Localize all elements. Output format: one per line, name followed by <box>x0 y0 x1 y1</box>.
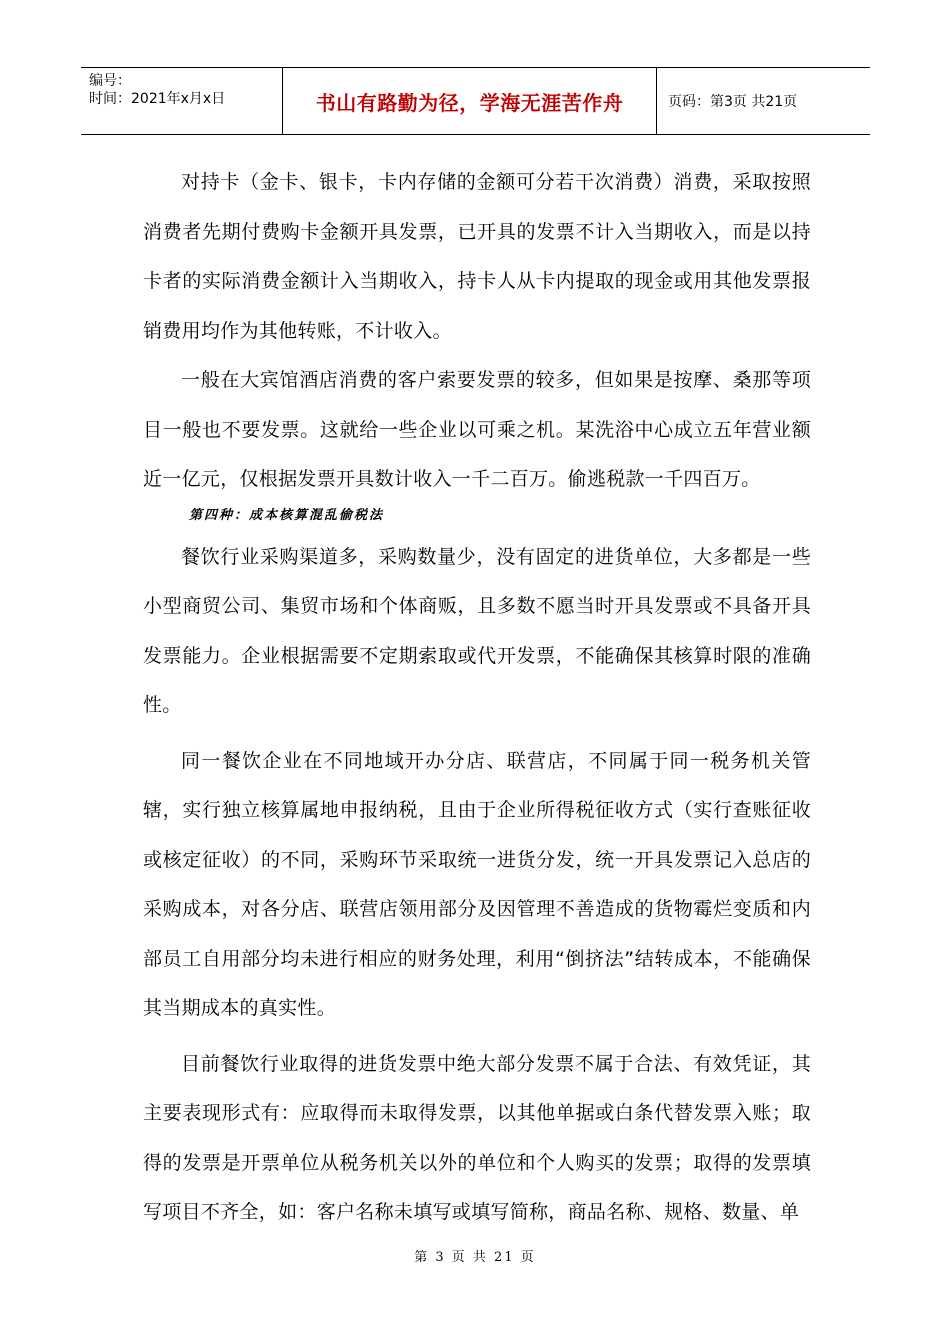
page-header <box>81 67 870 135</box>
header-motto: 书山有路勤为径，学海无涯苦作舟 <box>283 68 657 134</box>
paragraph: 对持卡（金卡、银卡，卡内存储的金额可分若干次消费）消费，采取按照消费者先期付费购卡金额开具发票，已开具的发票不计入当期收入，而是以持卡者的实际消费金额计入当期收入，持卡人从卡内提取的现金或用其他发票报销费用均作为其他转账，不计收入。 <box>143 171 811 342</box>
document-number-label: 编号： <box>89 73 131 89</box>
paragraph: 同一餐饮企业在不同地域开办分店、联营店，不同属于同一税务机关管辖，实行独立核算属地申报纳税，且由于企业所得税征收方式（实行查账征收或核定征收）的不同，采购环节采取统一进货分发，统一开具发票记入总店的采购成本，对各分店、联营店领用部分及因管理不善造成的货物霉烂变质和内部员工自用部分均未进行相应的财务处理，利用“倒挤法”结转成本，不能确保其当期成本的真实性。 <box>143 749 811 1019</box>
document-body <box>143 158 811 1238</box>
document-date-label: 时间：2021年x月x日 <box>89 91 226 107</box>
page-footer: 第 3 页 共 21 页 <box>414 1250 536 1265</box>
paragraph: 目前餐饮行业取得的进货发票中绝大部分发票不属于合法、有效凭证，其主要表现形式有：应取得而未取得发票，以其他单据或白条代替发票入账；取得的发票是开票单位从税务机关以外的单位和个人购买的发票；取得的发票填写项目不齐全，如：客户名称未填写或填写简称，商品名称、规格、数量、单 <box>143 1052 811 1223</box>
paragraph: 餐饮行业采购渠道多，采购数量少，没有固定的进货单位，大多都是一些小型商贸公司、集贸市场和个体商贩，且多数不愿当时开具发票或不具备开具发票能力。企业根据需要不定期索取或代开发票，不能确保其核算时限的准确性。 <box>143 545 811 716</box>
header-page-info: 页码：第3页 共21页 <box>668 94 798 110</box>
header-meta <box>81 68 283 134</box>
section-heading: 第四种：成本核算混乱偷税法 <box>189 507 385 523</box>
paragraph: 一般在大宾馆酒店消费的客户索要发票的较多，但如果是按摩、桑那等项目一般也不要发票。这就给一些企业以可乘之机。某洗浴中心成立五年营业额近一亿元，仅根据发票开具数计收入一千二百万。偷逃税款一千四百万。 <box>143 369 811 490</box>
